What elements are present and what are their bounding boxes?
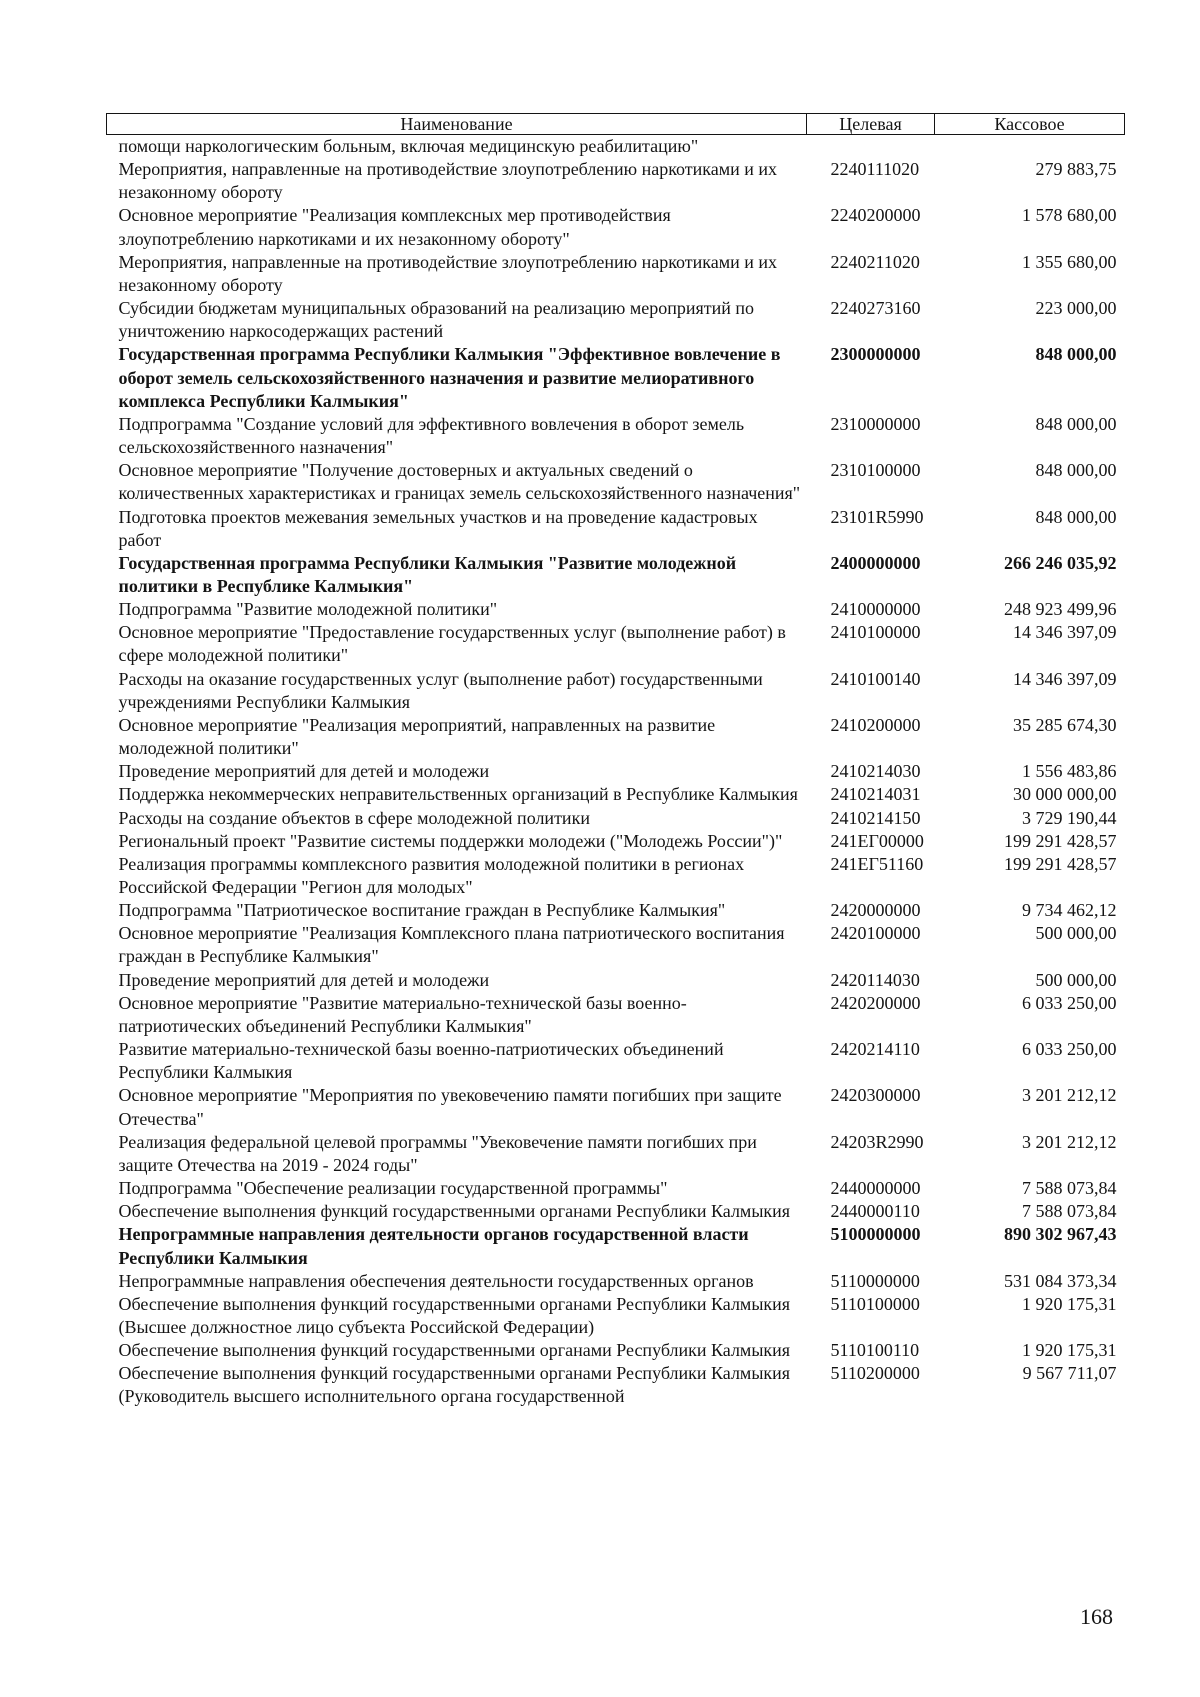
row-code: 2310100000 bbox=[830, 460, 921, 481]
row-amount: 500 000,00 bbox=[1035, 923, 1117, 944]
row-code: 2420100000 bbox=[830, 923, 921, 944]
row-name: Обеспечение выполнения функций государственными органами Республики Калмыкия (Высшее должностное лицо субъекта Российской Федерации) bbox=[118, 1293, 791, 1337]
row-code: 2410214031 bbox=[830, 784, 921, 805]
table-row bbox=[107, 1223, 1125, 1269]
table-row bbox=[107, 598, 1125, 621]
table-row bbox=[107, 969, 1125, 992]
row-code: 2410214150 bbox=[830, 807, 921, 828]
row-amount: 6 033 250,00 bbox=[1022, 1039, 1117, 1060]
row-amount: 1 920 175,31 bbox=[1022, 1293, 1117, 1314]
row-name: Мероприятия, направленные на противодействие злоупотреблению наркотиками и их незаконному обороту bbox=[118, 251, 778, 295]
table-row bbox=[107, 343, 1125, 412]
row-amount: 1 578 680,00 bbox=[1022, 205, 1117, 226]
row-name: Обеспечение выполнения функций государственными органами Республики Калмыкия bbox=[118, 1201, 791, 1222]
table-row bbox=[107, 922, 1125, 968]
row-amount: 3 729 190,44 bbox=[1022, 807, 1117, 828]
row-code: 2420000000 bbox=[830, 900, 921, 921]
row-amount: 500 000,00 bbox=[1035, 969, 1117, 990]
row-code: 5110100000 bbox=[830, 1293, 920, 1314]
row-name: Основное мероприятие "Предоставление государственных услуг (выполнение работ) в сфере молодежной политики" bbox=[118, 622, 786, 666]
row-name: Государственная программа Республики Калмыкия "Развитие молодежной политики в Республике Калмыкия" bbox=[118, 552, 737, 596]
row-amount: 14 346 397,09 bbox=[1013, 622, 1117, 643]
row-name: Развитие материально-технической базы военно-патриотических объединений Республики Калмыкия bbox=[118, 1039, 724, 1083]
row-name: Реализация программы комплексного развития молодежной политики в регионах Российской Федерации "Регион для молодых" bbox=[118, 853, 745, 897]
table-row bbox=[107, 1131, 1125, 1177]
row-name: Субсидии бюджетам муниципальных образований на реализацию мероприятий по уничтожению наркосодержащих растений bbox=[118, 298, 755, 342]
row-amount: 35 285 674,30 bbox=[1013, 714, 1117, 735]
row-amount: 848 000,00 bbox=[1035, 344, 1117, 365]
table-row bbox=[107, 506, 1125, 552]
table-row bbox=[107, 135, 1125, 159]
table-row bbox=[107, 1200, 1125, 1223]
row-name: Основное мероприятие "Реализация комплексных мер противодействия злоупотреблению наркотиками и их незаконному обороту" bbox=[118, 205, 671, 249]
row-amount: 223 000,00 bbox=[1035, 298, 1117, 319]
row-name: Основное мероприятие "Получение достоверных и актуальных сведений о количественных характеристиках и границах земель сельскохозяйственного назначения" bbox=[118, 460, 801, 504]
row-code: 2410100140 bbox=[830, 668, 921, 689]
row-code: 241ЕГ00000 bbox=[830, 830, 924, 851]
row-amount: 848 000,00 bbox=[1035, 413, 1117, 434]
row-code: 2420114030 bbox=[830, 969, 920, 990]
table-row bbox=[107, 459, 1125, 505]
row-name: Мероприятия, направленные на противодействие злоупотреблению наркотиками и их незаконному обороту bbox=[118, 159, 778, 203]
row-name: Подпрограмма "Патриотическое воспитание граждан в Республике Калмыкия" bbox=[118, 900, 726, 921]
row-code bbox=[807, 135, 935, 159]
table-header-row bbox=[107, 114, 1125, 135]
row-name: Основное мероприятие "Мероприятия по увековечению памяти погибших при защите Отечества" bbox=[118, 1085, 782, 1129]
row-amount: 1 920 175,31 bbox=[1022, 1340, 1117, 1361]
row-code: 2420300000 bbox=[830, 1085, 921, 1106]
table-row bbox=[107, 1177, 1125, 1200]
table-row bbox=[107, 251, 1125, 297]
row-code: 241ЕГ51160 bbox=[830, 853, 924, 874]
table-row bbox=[107, 621, 1125, 667]
header-name: Наименование bbox=[107, 114, 807, 135]
row-code: 2440000000 bbox=[830, 1178, 921, 1199]
row-name: Подпрограмма "Обеспечение реализации государственной программы" bbox=[118, 1178, 668, 1199]
row-amount: 890 302 967,43 bbox=[1004, 1224, 1117, 1245]
row-amount: 848 000,00 bbox=[1035, 460, 1117, 481]
row-amount bbox=[935, 135, 1125, 159]
table-row bbox=[107, 899, 1125, 922]
budget-table bbox=[106, 113, 1125, 1409]
row-amount: 14 346 397,09 bbox=[1013, 668, 1117, 689]
table-row bbox=[107, 1084, 1125, 1130]
row-amount: 848 000,00 bbox=[1035, 506, 1117, 527]
row-name: Подготовка проектов межевания земельных участков и на проведение кадастровых работ bbox=[118, 506, 758, 550]
table-row bbox=[107, 413, 1125, 459]
row-name: Реализация федеральной целевой программы "Увековечение памяти погибших при защите Отечества на 2019 - 2024 годы" bbox=[118, 1131, 757, 1175]
row-code: 2300000000 bbox=[830, 344, 921, 365]
row-code: 2410000000 bbox=[830, 599, 921, 620]
row-name: Непрограммные направления деятельности органов государственной власти Республики Калмыкия bbox=[118, 1224, 749, 1268]
row-name: Обеспечение выполнения функций государственными органами Республики Калмыкия (Руководитель высшего исполнительного органа государственной bbox=[118, 1363, 791, 1407]
row-code: 5100000000 bbox=[830, 1224, 921, 1245]
row-name: Подпрограмма "Создание условий для эффективного вовлечения в оборот земель сельскохозяйственного назначения" bbox=[118, 413, 745, 458]
row-amount: 30 000 000,00 bbox=[1013, 784, 1117, 805]
row-amount: 248 923 499,96 bbox=[1004, 599, 1117, 620]
row-code: 2240111020 bbox=[830, 159, 920, 180]
table-row bbox=[107, 714, 1125, 760]
table-row bbox=[107, 1293, 1125, 1339]
row-amount: 1 355 680,00 bbox=[1022, 251, 1117, 272]
row-name: Обеспечение выполнения функций государственными органами Республики Калмыкия bbox=[118, 1340, 791, 1361]
table-body bbox=[107, 135, 1125, 1409]
header-code: Целевая bbox=[807, 114, 935, 135]
row-amount: 279 883,75 bbox=[1035, 159, 1117, 180]
table-row bbox=[107, 1270, 1125, 1293]
table-row bbox=[107, 783, 1125, 806]
row-code: 2410200000 bbox=[830, 714, 921, 735]
row-code: 2240211020 bbox=[830, 251, 920, 272]
row-amount: 199 291 428,57 bbox=[1004, 853, 1117, 874]
row-amount: 6 033 250,00 bbox=[1022, 992, 1117, 1013]
row-name: Расходы на оказание государственных услуг (выполнение работ) государственными учреждениями Республики Калмыкия bbox=[118, 668, 763, 712]
row-name: Основное мероприятие "Реализация мероприятий, направленных на развитие молодежной политики" bbox=[118, 714, 716, 759]
row-amount: 1 556 483,86 bbox=[1022, 761, 1117, 782]
table-row bbox=[107, 1038, 1125, 1084]
row-name: Проведение мероприятий для детей и молодежи bbox=[118, 969, 490, 990]
row-name: Поддержка некоммерческих неправительственных организаций в Республике Калмыкия bbox=[118, 784, 798, 805]
table-row bbox=[107, 760, 1125, 783]
row-amount: 199 291 428,57 bbox=[1004, 830, 1117, 851]
row-code: 2240200000 bbox=[830, 205, 921, 226]
row-name: Проведение мероприятий для детей и молодежи bbox=[118, 761, 490, 782]
row-code: 2410100000 bbox=[830, 622, 921, 643]
table-row bbox=[107, 158, 1125, 204]
row-code: 5110100110 bbox=[830, 1340, 920, 1361]
row-amount: 531 084 373,34 bbox=[1004, 1270, 1117, 1291]
row-code: 2440000110 bbox=[830, 1201, 920, 1222]
page-number: 168 bbox=[1080, 1604, 1113, 1629]
row-amount: 9 734 462,12 bbox=[1022, 900, 1117, 921]
table-row bbox=[107, 830, 1125, 853]
row-amount: 3 201 212,12 bbox=[1022, 1131, 1117, 1152]
row-code: 2410214030 bbox=[830, 761, 921, 782]
row-name: Региональный проект "Развитие системы поддержки молодежи ("Молодежь России")" bbox=[118, 830, 783, 851]
row-name: Основное мероприятие "Развитие материально-технической базы военно-патриотических объединений Республики Калмыкия" bbox=[118, 992, 687, 1036]
table-row bbox=[107, 1362, 1125, 1408]
table-row bbox=[107, 552, 1125, 598]
row-code: 2400000000 bbox=[830, 552, 921, 573]
header-amount: Кассовое bbox=[935, 114, 1125, 135]
row-name: Основное мероприятие "Реализация Комплексного плана патриотического воспитания граждан в Республике Калмыкия" bbox=[118, 923, 785, 967]
row-amount: 7 588 073,84 bbox=[1022, 1178, 1117, 1199]
row-code: 5110000000 bbox=[830, 1270, 920, 1291]
table-row bbox=[107, 668, 1125, 714]
row-code: 2310000000 bbox=[830, 413, 921, 434]
row-code: 2420200000 bbox=[830, 992, 921, 1013]
row-amount: 3 201 212,12 bbox=[1022, 1085, 1117, 1106]
table-row bbox=[107, 1339, 1125, 1362]
table-row bbox=[107, 992, 1125, 1038]
table-row bbox=[107, 204, 1125, 250]
row-code: 24203R2990 bbox=[830, 1131, 924, 1152]
row-name: Подпрограмма "Развитие молодежной политики" bbox=[118, 599, 498, 620]
row-code: 5110200000 bbox=[830, 1363, 920, 1384]
row-name: Государственная программа Республики Калмыкия "Эффективное вовлечение в оборот земель сельскохозяйственного назначения и развитие мелиоративного комплекса Республики Калмыкия" bbox=[118, 344, 781, 411]
row-amount: 7 588 073,84 bbox=[1022, 1201, 1117, 1222]
row-name: Расходы на создание объектов в сфере молодежной политики bbox=[118, 807, 590, 828]
row-amount: 266 246 035,92 bbox=[1004, 552, 1117, 573]
row-name: помощи наркологическим больным, включая медицинскую реабилитацию" bbox=[118, 136, 699, 156]
table-row bbox=[107, 853, 1125, 899]
row-amount: 9 567 711,07 bbox=[1022, 1363, 1117, 1384]
row-name: Непрограммные направления обеспечения деятельности государственных органов bbox=[118, 1270, 754, 1291]
row-code: 2420214110 bbox=[830, 1039, 920, 1060]
row-code: 23101R5990 bbox=[830, 506, 924, 527]
row-code: 2240273160 bbox=[830, 298, 921, 319]
table-row bbox=[107, 807, 1125, 830]
table-row bbox=[107, 297, 1125, 343]
